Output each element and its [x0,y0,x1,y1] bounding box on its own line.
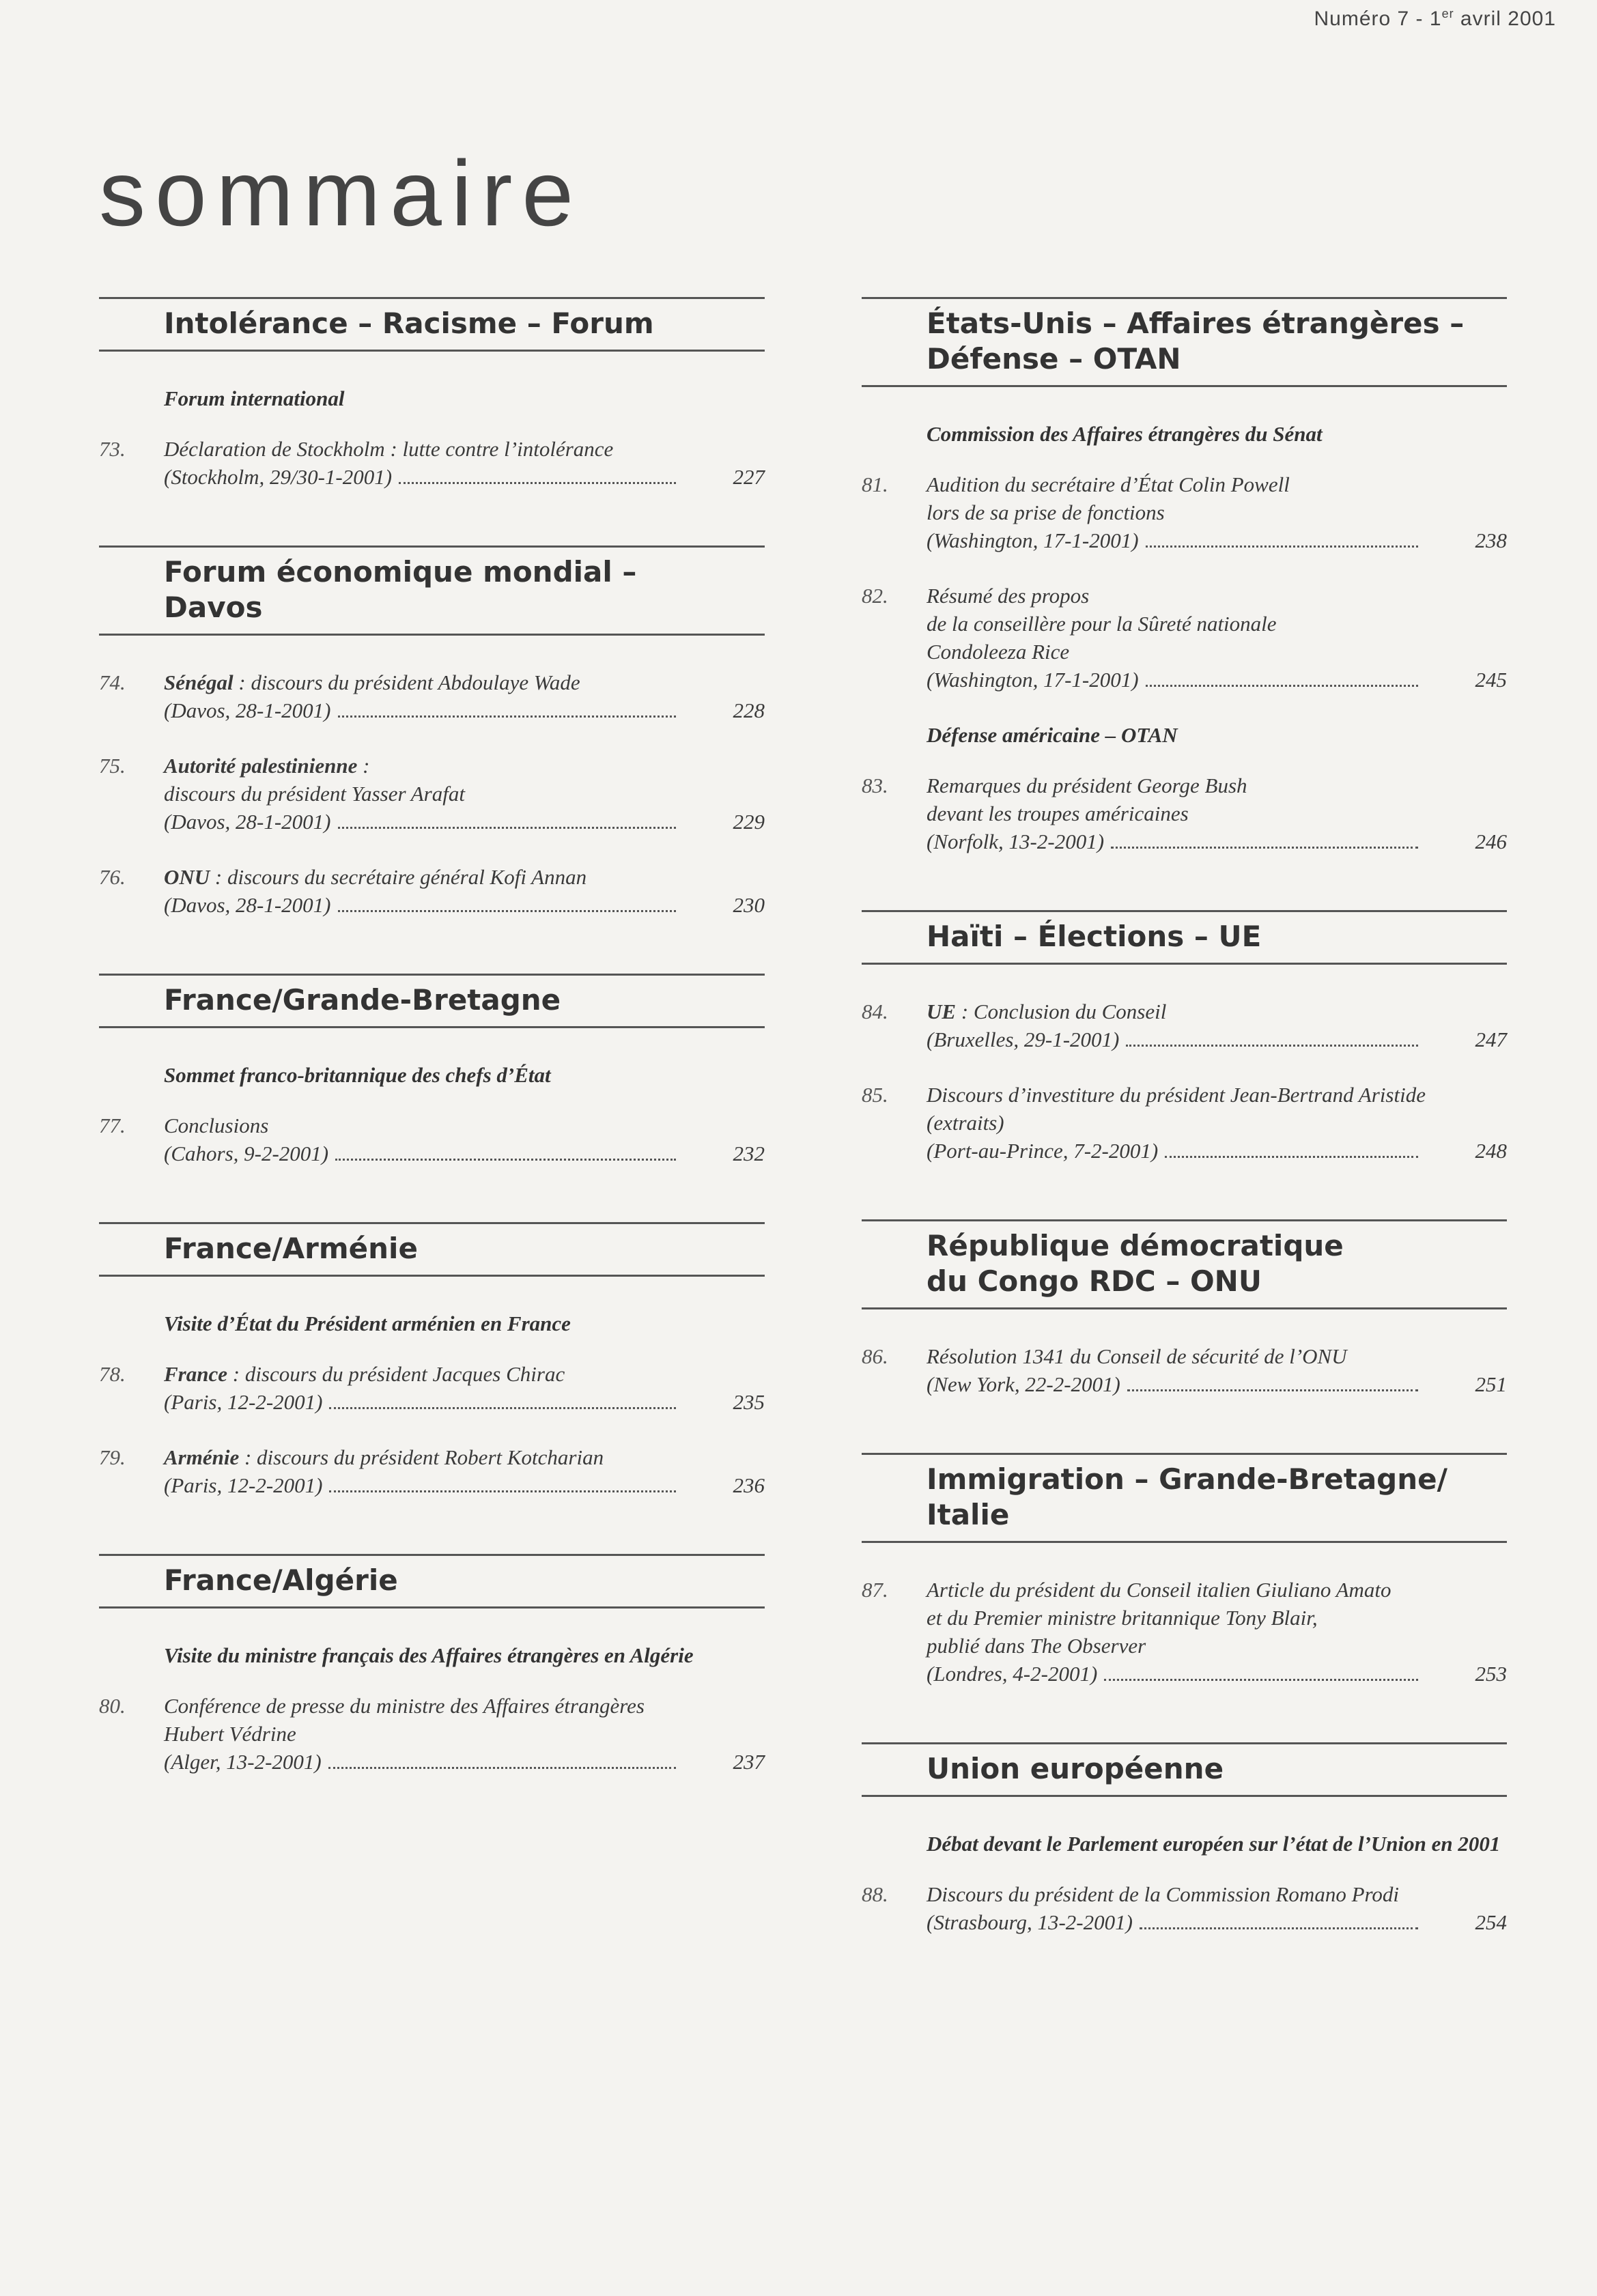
entry-place-date: (Paris, 12-2-2001) [164,1473,323,1497]
toc-entry [99,752,765,836]
entry-lead: Sénégal [164,670,234,694]
entry-text: : [357,754,370,778]
entry-place-date: (Paris, 12-2-2001) [164,1390,323,1414]
entry-last-line [927,666,1507,694]
entry-line [927,799,1507,827]
toc-entry [862,470,1507,554]
toc-section [99,974,765,1167]
entry-number: 78. [99,1362,126,1386]
entry-last-line [164,463,765,491]
entry-body [164,1443,765,1499]
entry-line [164,1720,765,1748]
entry-text: Conférence de presse du ministre des Affaires étrangères [164,1694,645,1718]
entry-place-date: (Norfolk, 13-2-2001) [927,830,1105,853]
entry-line [164,780,765,808]
entry-number: 76. [99,865,126,889]
entry-number: 83. [862,774,888,797]
entry-line [164,435,765,463]
heading-line: Italie [927,1498,1010,1531]
toc-section [99,1554,765,1776]
entry-body [927,997,1507,1053]
entry-last-line [927,1025,1507,1053]
entry-text: Conclusions [164,1114,269,1137]
dot-leader [338,910,676,912]
entry-text: : discours du président Jacques Chirac [227,1362,565,1386]
section-subheading: Visite d’État du Président arménien en France [164,1312,571,1335]
entry-place-date: (Washington, 17-1-2001) [927,668,1139,692]
entry-line [164,1360,765,1388]
dot-leader [329,1407,676,1409]
entry-body [927,1576,1507,1688]
issue-date: avril 2001 [1460,8,1556,30]
entry-number: 85. [862,1083,888,1107]
entry-text: et du Premier ministre britannique Tony Blair, [927,1606,1318,1630]
section-heading [99,545,765,636]
section-heading [99,974,765,1028]
section-subheading: Visite du ministre français des Affaires étrangères en Algérie [164,1643,694,1667]
toc-entry [862,1576,1507,1688]
heading-line: Union européenne [927,1752,1224,1785]
dot-leader [1146,545,1418,548]
toc-section [862,1742,1507,1936]
toc-section [99,1222,765,1499]
toc-entry [99,1360,765,1416]
entry-place-date: (New York, 22-2-2001) [927,1372,1120,1396]
entry-body [927,1081,1507,1165]
entry-page: 227 [733,465,765,489]
entry-lead: UE [927,1000,957,1023]
section-subheading: Défense américaine – OTAN [927,723,1178,747]
section-heading [99,1554,765,1608]
entry-number: 79. [99,1445,126,1469]
toc-section [862,1453,1507,1688]
toc-entry [99,435,765,491]
entry-place-date: (Bruxelles, 29-1-2001) [927,1027,1120,1051]
dot-leader [1126,1045,1418,1047]
section-heading [862,297,1507,387]
entry-last-line [164,1139,765,1167]
entry-last-line [927,526,1507,554]
entry-text: lors de sa prise de fonctions [927,500,1165,524]
entry-line [927,498,1507,526]
entry-text: : Conclusion du Conseil [956,1000,1167,1023]
heading-line: Davos [164,591,263,624]
entry-last-line [164,891,765,919]
entry-place-date: (Port-au-Prince, 7-2-2001) [927,1139,1159,1163]
entry-place-date: (Alger, 13-2-2001) [164,1750,322,1774]
entry-line [164,752,765,780]
entry-lead: Autorité palestinienne [164,754,358,778]
heading-line: France/Algérie [164,1563,398,1597]
entry-text: Discours d’investiture du président Jean-Bertrand Aristide [927,1083,1426,1107]
entry-number: 74. [99,670,126,694]
issue-header [1314,7,1556,31]
entry-page: 230 [733,893,765,917]
heading-line: République démocratique [927,1229,1344,1262]
entry-last-line [164,1388,765,1416]
entry-page: 246 [1475,830,1507,853]
entry-place-date: (Davos, 28-1-2001) [164,810,331,834]
section-heading [862,1453,1507,1543]
toc-entry [862,771,1507,855]
left-column [99,297,765,1830]
entry-body [164,1111,765,1167]
entry-line [164,863,765,891]
entry-page: 229 [733,810,765,834]
section-subheading: Forum international [164,386,345,410]
entry-text: : discours du président Robert Kotcharian [239,1445,604,1469]
entry-page: 236 [733,1473,765,1497]
entry-text: publié dans The Observer [927,1634,1146,1658]
toc-entry [99,668,765,724]
entry-line [927,582,1507,610]
entry-place-date: (Davos, 28-1-2001) [164,893,331,917]
entry-line [164,1111,765,1139]
section-subheading: Débat devant le Parlement européen sur l’état de l’Union en 2001 [927,1832,1501,1856]
entry-line [164,1692,765,1720]
entry-page: 228 [733,698,765,722]
entry-last-line [164,696,765,724]
entry-page: 232 [733,1142,765,1165]
toc-entry [862,1880,1507,1936]
entry-text: Hubert Védrine [164,1722,296,1746]
entry-page: 251 [1475,1372,1507,1396]
entry-text: discours du président Yasser Arafat [164,782,465,806]
heading-line: France/Arménie [164,1232,418,1265]
dot-leader [1140,1927,1418,1929]
entry-number: 75. [99,754,126,778]
heading-line: Intolérance – Racisme – Forum [164,307,654,340]
entry-body [164,1360,765,1416]
toc-entry [862,582,1507,694]
entry-place-date: (Londres, 4-2-2001) [927,1662,1098,1686]
toc-section [862,1219,1507,1398]
entry-last-line [927,1137,1507,1165]
entry-lead: France [164,1362,227,1386]
entry-lead: Arménie [164,1445,240,1469]
dot-leader [399,482,676,484]
toc-entry [99,1692,765,1776]
entry-body [164,435,765,491]
right-column [862,297,1507,1991]
entry-text: Résolution 1341 du Conseil de sécurité de l’ONU [927,1344,1347,1368]
entry-body [927,582,1507,694]
issue-number: Numéro 7 - 1 [1314,8,1442,30]
entry-text: Article du président du Conseil italien Giuliano Amato [927,1578,1391,1602]
toc-entry [862,1342,1507,1398]
entry-text: : discours du secrétaire général Kofi Annan [210,865,587,889]
entry-text: (extraits) [927,1111,1004,1135]
entry-last-line [164,1471,765,1499]
toc-entry [862,997,1507,1053]
entry-last-line [927,1908,1507,1936]
toc-section [862,297,1507,855]
entry-body [164,863,765,919]
entry-number: 87. [862,1578,888,1602]
entry-place-date: (Davos, 28-1-2001) [164,698,331,722]
dot-leader [1111,847,1418,849]
heading-line: Défense – OTAN [927,342,1181,375]
entry-page: 235 [733,1390,765,1414]
heading-line: Forum économique mondial – [164,555,637,589]
entry-text: Déclaration de Stockholm : lutte contre l’intolérance [164,437,614,461]
heading-line: États-Unis – Affaires étrangères – [927,307,1465,340]
entry-body [927,1880,1507,1936]
entry-page: 237 [733,1750,765,1774]
entry-number: 84. [862,1000,888,1023]
toc-section [99,297,765,491]
section-heading [862,1219,1507,1309]
dot-leader [335,1159,676,1161]
entry-text: Audition du secrétaire d’État Colin Powell [927,472,1290,496]
section-heading [99,297,765,352]
entry-line [164,668,765,696]
dot-leader [1165,1156,1418,1158]
entry-line [927,1109,1507,1137]
page-title: sommaire [99,141,583,245]
section-heading [862,1742,1507,1797]
heading-line: Haïti – Élections – UE [927,920,1262,953]
entry-body [927,470,1507,554]
entry-body [164,752,765,836]
heading-line: du Congo RDC – ONU [927,1264,1262,1298]
entry-text: devant les troupes américaines [927,802,1189,825]
entry-line [927,610,1507,638]
entry-number: 86. [862,1344,888,1368]
entry-body [927,1342,1507,1398]
entry-line [164,1443,765,1471]
entry-text: Résumé des propos [927,584,1090,608]
entry-page: 254 [1475,1910,1507,1934]
entry-number: 82. [862,584,888,608]
dot-leader [1127,1389,1418,1391]
entry-page: 245 [1475,668,1507,692]
entry-page: 248 [1475,1139,1507,1163]
entry-body [927,771,1507,855]
entry-line [927,1342,1507,1370]
entry-place-date: (Washington, 17-1-2001) [927,528,1139,552]
entry-page: 238 [1475,528,1507,552]
entry-place-date: (Strasbourg, 13-2-2001) [927,1910,1133,1934]
entry-last-line [164,808,765,836]
toc-entry [99,1111,765,1167]
section-heading [862,910,1507,965]
dot-leader [1104,1679,1418,1681]
entry-text: : discours du président Abdoulaye Wade [233,670,580,694]
toc-entry [99,1443,765,1499]
entry-text: Discours du président de la Commission Romano Prodi [927,1882,1400,1906]
entry-number: 73. [99,437,126,461]
entry-line [927,997,1507,1025]
entry-place-date: (Cahors, 9-2-2001) [164,1142,329,1165]
heading-line: France/Grande-Bretagne [164,983,561,1017]
entry-last-line [164,1748,765,1776]
entry-line [927,1576,1507,1604]
entry-number: 88. [862,1882,888,1906]
entry-line [927,1081,1507,1109]
entry-page: 253 [1475,1662,1507,1686]
entry-last-line [927,827,1507,855]
entry-line [927,1632,1507,1660]
entry-line [927,771,1507,799]
entry-number: 80. [99,1694,126,1718]
entry-lead: ONU [164,865,210,889]
toc-entry [862,1081,1507,1165]
entry-page: 247 [1475,1027,1507,1051]
entry-place-date: (Stockholm, 29/30-1-2001) [164,465,393,489]
entry-line [927,470,1507,498]
dot-leader [1146,685,1418,687]
heading-line: Immigration – Grande-Bretagne/ [927,1462,1447,1496]
section-heading [99,1222,765,1277]
toc-section [862,910,1507,1165]
entry-text: de la conseillère pour la Sûreté nationale [927,612,1277,636]
entry-body [164,1692,765,1776]
dot-leader [338,715,676,718]
entry-line [927,1604,1507,1632]
dot-leader [329,1490,676,1492]
section-subheading: Commission des Affaires étrangères du Sénat [927,422,1323,446]
entry-text: Condoleeza Rice [927,640,1070,664]
entry-last-line [927,1660,1507,1688]
entry-text: Remarques du président George Bush [927,774,1247,797]
section-subheading: Sommet franco-britannique des chefs d’État [164,1063,551,1087]
entry-number: 81. [862,472,888,496]
entry-line [927,638,1507,666]
toc-entry [99,863,765,919]
issue-number-sup: er [1441,7,1454,20]
dot-leader [328,1767,676,1769]
entry-last-line [927,1370,1507,1398]
toc-section [99,545,765,919]
entry-body [164,668,765,724]
entry-number: 77. [99,1114,126,1137]
entry-line [927,1880,1507,1908]
dot-leader [338,827,676,829]
